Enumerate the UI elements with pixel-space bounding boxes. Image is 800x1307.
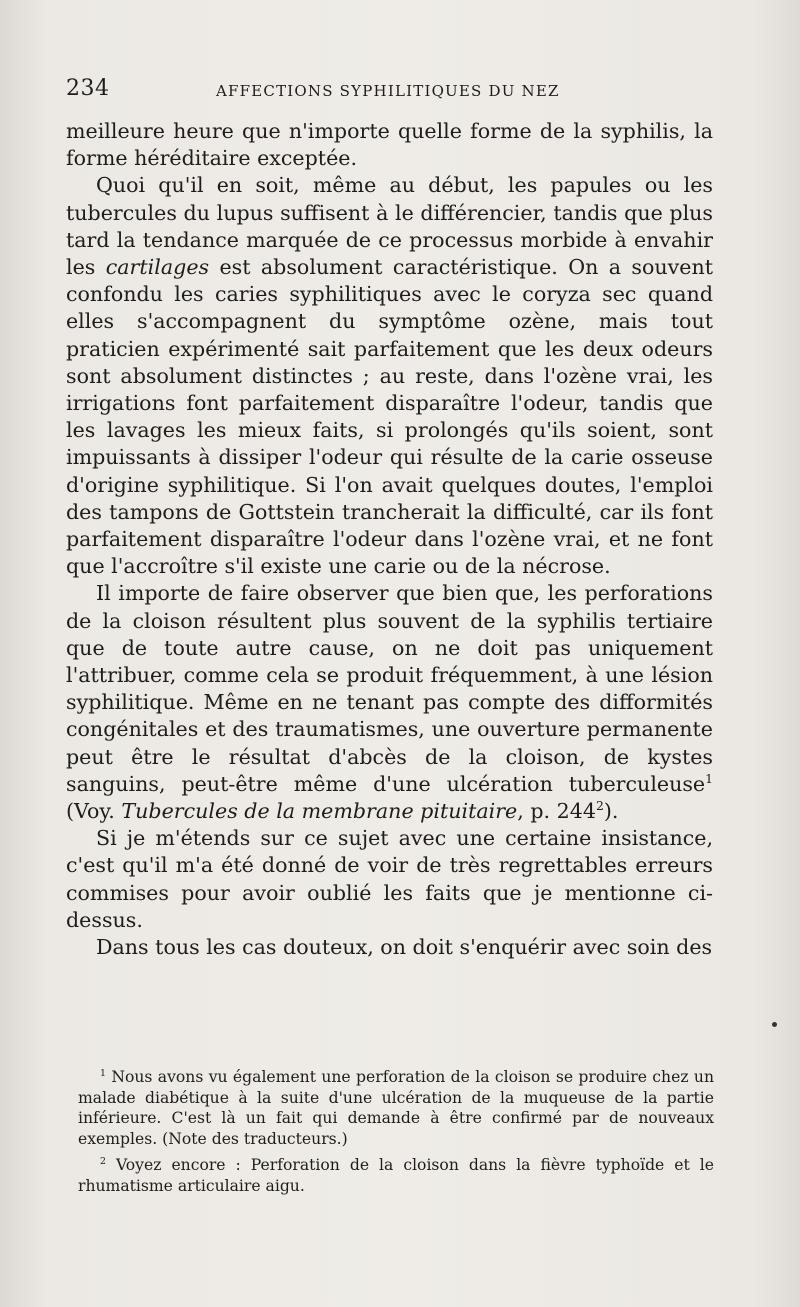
footnote-2-mark: 2 — [100, 1155, 106, 1167]
footnote-ref-2: 2 — [595, 799, 604, 814]
footnote-1-mark: 1 — [100, 1067, 106, 1079]
footnote-2 — [78, 1155, 714, 1196]
footnote-1-text: Nous avons vu également une perforation de la cloison se produire chez un malade diabétique à la suite d'une ulcération de la muqueuse de la partie inférieure. C'est là un fait qui demande à être confirmé par de nouveaux exemples. (Note des traducteurs.) — [78, 1068, 714, 1148]
paragraph-2-text-b: est absolument caractéristique. On a souvent confondu les caries syphilitiques avec le coryza sec quand elles s'accompagnent du symptôme ozène, mais tout praticien expérimenté sait parfaitement que les deux odeurs sont absolument distinctes ; au reste, dans l'ozène vrai, les irrigations font parfaitement disparaître l'odeur, tandis que les lavages les mieux faits, si prolongés qu'ils soient, sont impuissants à dissiper l'odeur qui résulte de la carie osseuse d'origine syphilitique. Si l'on avait quelques doutes, l'emploi des tampons de Gottstein trancherait la difficulté, car ils font parfaitement disparaître l'odeur dans l'ozène vrai, et ne font que l'accroître s'il existe une carie ou de la nécrose. — [66, 255, 714, 579]
body-text — [66, 118, 713, 961]
paragraph-3 — [66, 580, 713, 825]
emphasis-cartilages: cartilages — [105, 255, 210, 280]
paragraph-3-text-a: Il importe de faire observer que bien que, les perforations de la cloison résultent plus souvent de la syphilis tertiaire que de toute autre cause, on ne doit pas uniquement l'attribuer, comme cela se produit fréquemment, à une lésion syphilitique. Même en ne tenant pas compte des difformités congénitales et des traumatismes, une ouverture permanente peut être le résultat d'abcès de la cloison, de kystes sanguins, peut-être même d'une ulcération tuberculeuse — [66, 581, 713, 796]
page-header — [66, 76, 716, 106]
paragraph-3-text-b: (Voy. — [66, 799, 122, 824]
paragraph-1 — [66, 118, 713, 172]
footnote-2-text: Voyez encore : Perforation de la cloison dans la fièvre typhoïde et le rhumatisme articulaire aigu. — [78, 1156, 714, 1195]
paragraph-4 — [66, 825, 713, 934]
paragraph-1-text: meilleure heure que n'importe quelle forme de la syphilis, la forme héréditaire exceptée. — [66, 119, 713, 171]
paragraph-5 — [66, 934, 713, 961]
running-head: AFFECTIONS SYPHILITIQUES DU NEZ — [216, 82, 560, 100]
page-number: 234 — [66, 76, 110, 101]
footnote-ref-1: 1 — [705, 772, 713, 787]
footnotes — [78, 1067, 714, 1202]
footnote-1 — [78, 1067, 714, 1149]
paragraph-4-text: Si je m'étends sur ce sujet avec une certaine insistance, c'est qu'il m'a été donné de voir de très regrettables erreurs commises pour avoir oublié les faits que je mentionne ci-dessus. — [66, 826, 713, 932]
paragraph-5-text: Dans tous les cas douteux, on doit s'enquérir avec soin des — [96, 935, 713, 960]
paragraph-2-text-a: Quoi qu'il en soit, même au début, les papules ou les tubercules du lupus suffisent à le différencier, tandis que plus tard la tendance marquée de ce processus morbide à envahir les — [66, 173, 713, 280]
paragraph-3-text-d: ). — [603, 799, 619, 824]
ink-speck — [772, 1022, 777, 1027]
paragraph-2 — [66, 172, 713, 580]
paragraph-3-text-c: , p. 244 — [517, 799, 596, 824]
emphasis-tubercules: Tubercules de la membrane pituitaire — [121, 799, 518, 824]
